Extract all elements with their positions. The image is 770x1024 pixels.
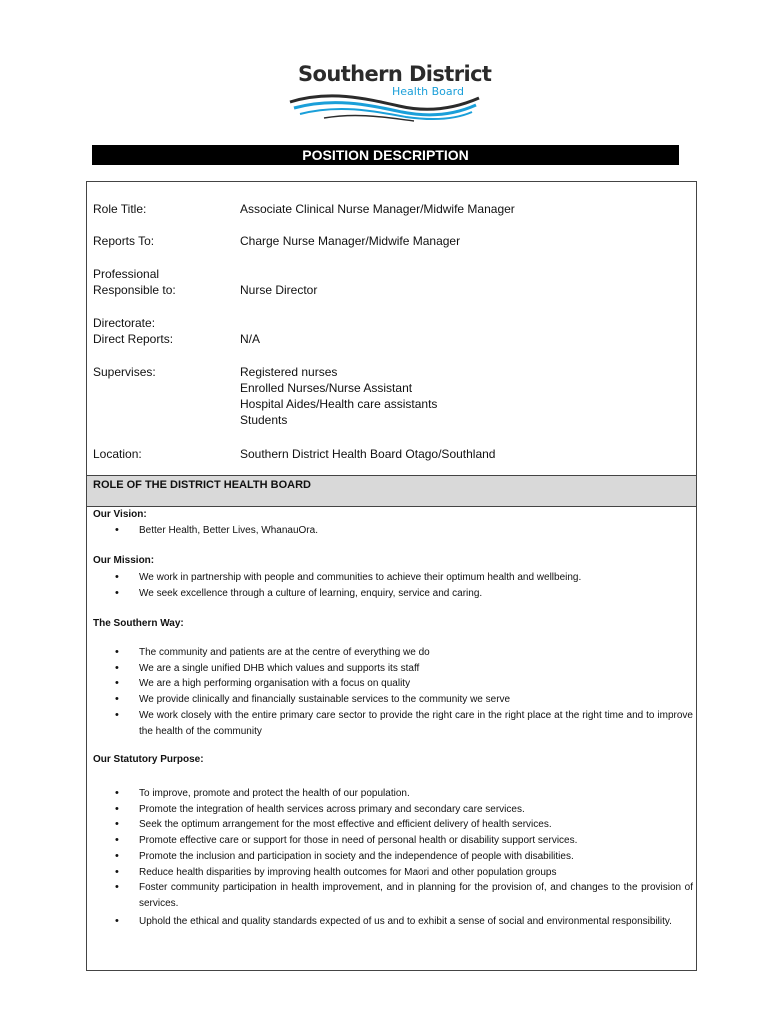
reports-to-value: Charge Nurse Manager/Midwife Manager xyxy=(240,234,461,248)
supervises-item: Enrolled Nurses/Nurse Assistant xyxy=(240,381,413,395)
list-item: • We are a single unified DHB which values and supports its staff xyxy=(115,661,693,677)
list-item: • Seek the optimum arrangement for the most effective and efficient delivery of health services. xyxy=(115,817,693,833)
supervises-item: Hospital Aides/Health care assistants xyxy=(240,397,438,411)
list-item: • Reduce health disparities by improving health outcomes for Maori and other population groups xyxy=(115,865,693,881)
list-item: • We work closely with the entire primary care sector to provide the right care in the right place at the right time and to improve the health of the community xyxy=(115,708,693,739)
professional-label-line2: Responsible to: xyxy=(93,283,176,297)
list-item: • We are a high performing organisation with a focus on quality xyxy=(115,676,693,692)
logo-swoosh-icon xyxy=(284,92,484,122)
supervises-label: Supervises: xyxy=(93,365,156,379)
southern-way-heading: The Southern Way: xyxy=(93,618,184,629)
reports-to-label: Reports To: xyxy=(93,234,155,248)
southern-way-list xyxy=(115,645,693,739)
location-label: Location: xyxy=(93,447,142,461)
direct-reports-value: N/A xyxy=(240,332,261,346)
professional-label-line1: Professional xyxy=(93,267,160,281)
supervises-item: Students xyxy=(240,413,288,427)
list-item: • Promote effective care or support for those in need of personal health or disability support services. xyxy=(115,833,693,849)
role-section-header xyxy=(87,475,696,507)
role-title-value: Associate Clinical Nurse Manager/Midwife Manager xyxy=(240,202,515,216)
role-section-title: ROLE OF THE DISTRICT HEALTH BOARD xyxy=(93,479,311,491)
mission-heading: Our Mission: xyxy=(93,555,155,566)
list-item: • Uphold the ethical and quality standards expected of us and to exhibit a sense of social and environmental responsibility. xyxy=(115,914,693,930)
vision-heading: Our Vision: xyxy=(93,509,147,520)
list-item: • Promote the integration of health services across primary and secondary care services. xyxy=(115,802,693,818)
professional-value: Nurse Director xyxy=(240,283,318,297)
list-item: • Better Health, Better Lives, WhanauOra. xyxy=(115,523,693,539)
direct-reports-label: Direct Reports: xyxy=(93,332,174,346)
list-item: • Foster community participation in health improvement, and in planning for the provision of, and changes to the provision of services. xyxy=(115,880,693,911)
list-item: • We seek excellence through a culture of learning, enquiry, service and caring. xyxy=(115,586,693,602)
list-item: • The community and patients are at the centre of everything we do xyxy=(115,645,693,661)
statutory-purpose-heading: Our Statutory Purpose: xyxy=(93,754,204,765)
role-title-label: Role Title: xyxy=(93,202,147,216)
logo-line2: Health Board xyxy=(392,85,464,98)
mission-list xyxy=(115,570,693,601)
list-item: • We work in partnership with people and communities to achieve their optimum health and wellbeing. xyxy=(115,570,693,586)
list-item: • Promote the inclusion and participation in society and the independence of people with disabilities. xyxy=(115,849,693,865)
position-description-banner: POSITION DESCRIPTION xyxy=(92,145,679,165)
statutory-purpose-list xyxy=(115,786,693,929)
location-value: Southern District Health Board Otago/Southland xyxy=(240,447,496,461)
list-item: • To improve, promote and protect the health of our population. xyxy=(115,786,693,802)
vision-list xyxy=(115,523,693,539)
list-item: • We provide clinically and financially sustainable services to the community we serve xyxy=(115,692,693,708)
supervises-item: Registered nurses xyxy=(240,365,338,379)
logo-line1: Southern District xyxy=(298,62,492,86)
sdhb-logo xyxy=(284,62,492,122)
directorate-label: Directorate: xyxy=(93,316,156,330)
